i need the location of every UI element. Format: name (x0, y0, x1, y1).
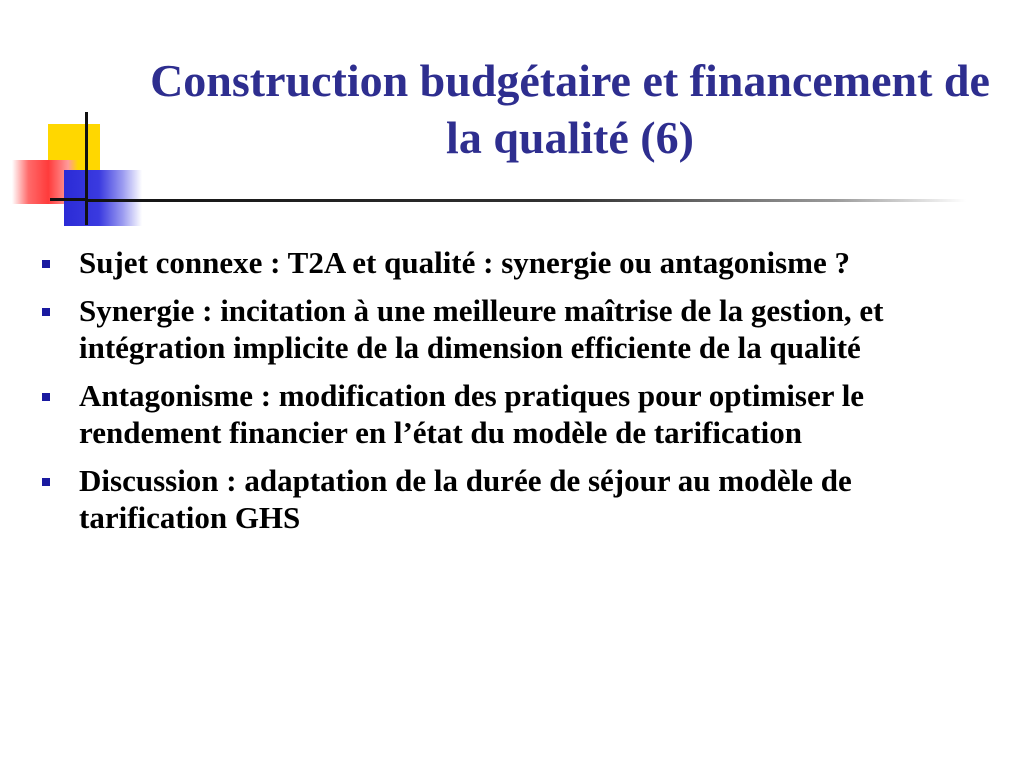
bullet-text: Sujet connexe : T2A et qualité : synergie ou antagonisme ? (79, 245, 850, 280)
square-bullet-icon (42, 478, 50, 486)
bullet-text: Synergie : incitation à une meilleure maîtrise de la gestion, et intégration implicite de la dimension efficiente de la qualité (79, 293, 884, 365)
bullet-item (40, 244, 980, 281)
square-bullet-icon (42, 393, 50, 401)
slide-title: Construction budgétaire et financement de la qualité (6) (150, 55, 990, 163)
bullet-item (40, 377, 980, 451)
square-bullet-icon (42, 260, 50, 268)
bullet-text: Discussion : adaptation de la durée de séjour au modèle de tarification GHS (79, 463, 852, 535)
bullet-item (40, 462, 980, 536)
bullet-item (40, 292, 980, 366)
square-bullet-icon (42, 308, 50, 316)
bullet-text: Antagonisme : modification des pratiques pour optimiser le rendement financier en l’état du modèle de tarification (79, 378, 865, 450)
short-horizontal-rule (50, 198, 86, 201)
bullet-list (40, 244, 980, 547)
vertical-rule (85, 112, 88, 225)
title-underline-rule (86, 199, 966, 202)
